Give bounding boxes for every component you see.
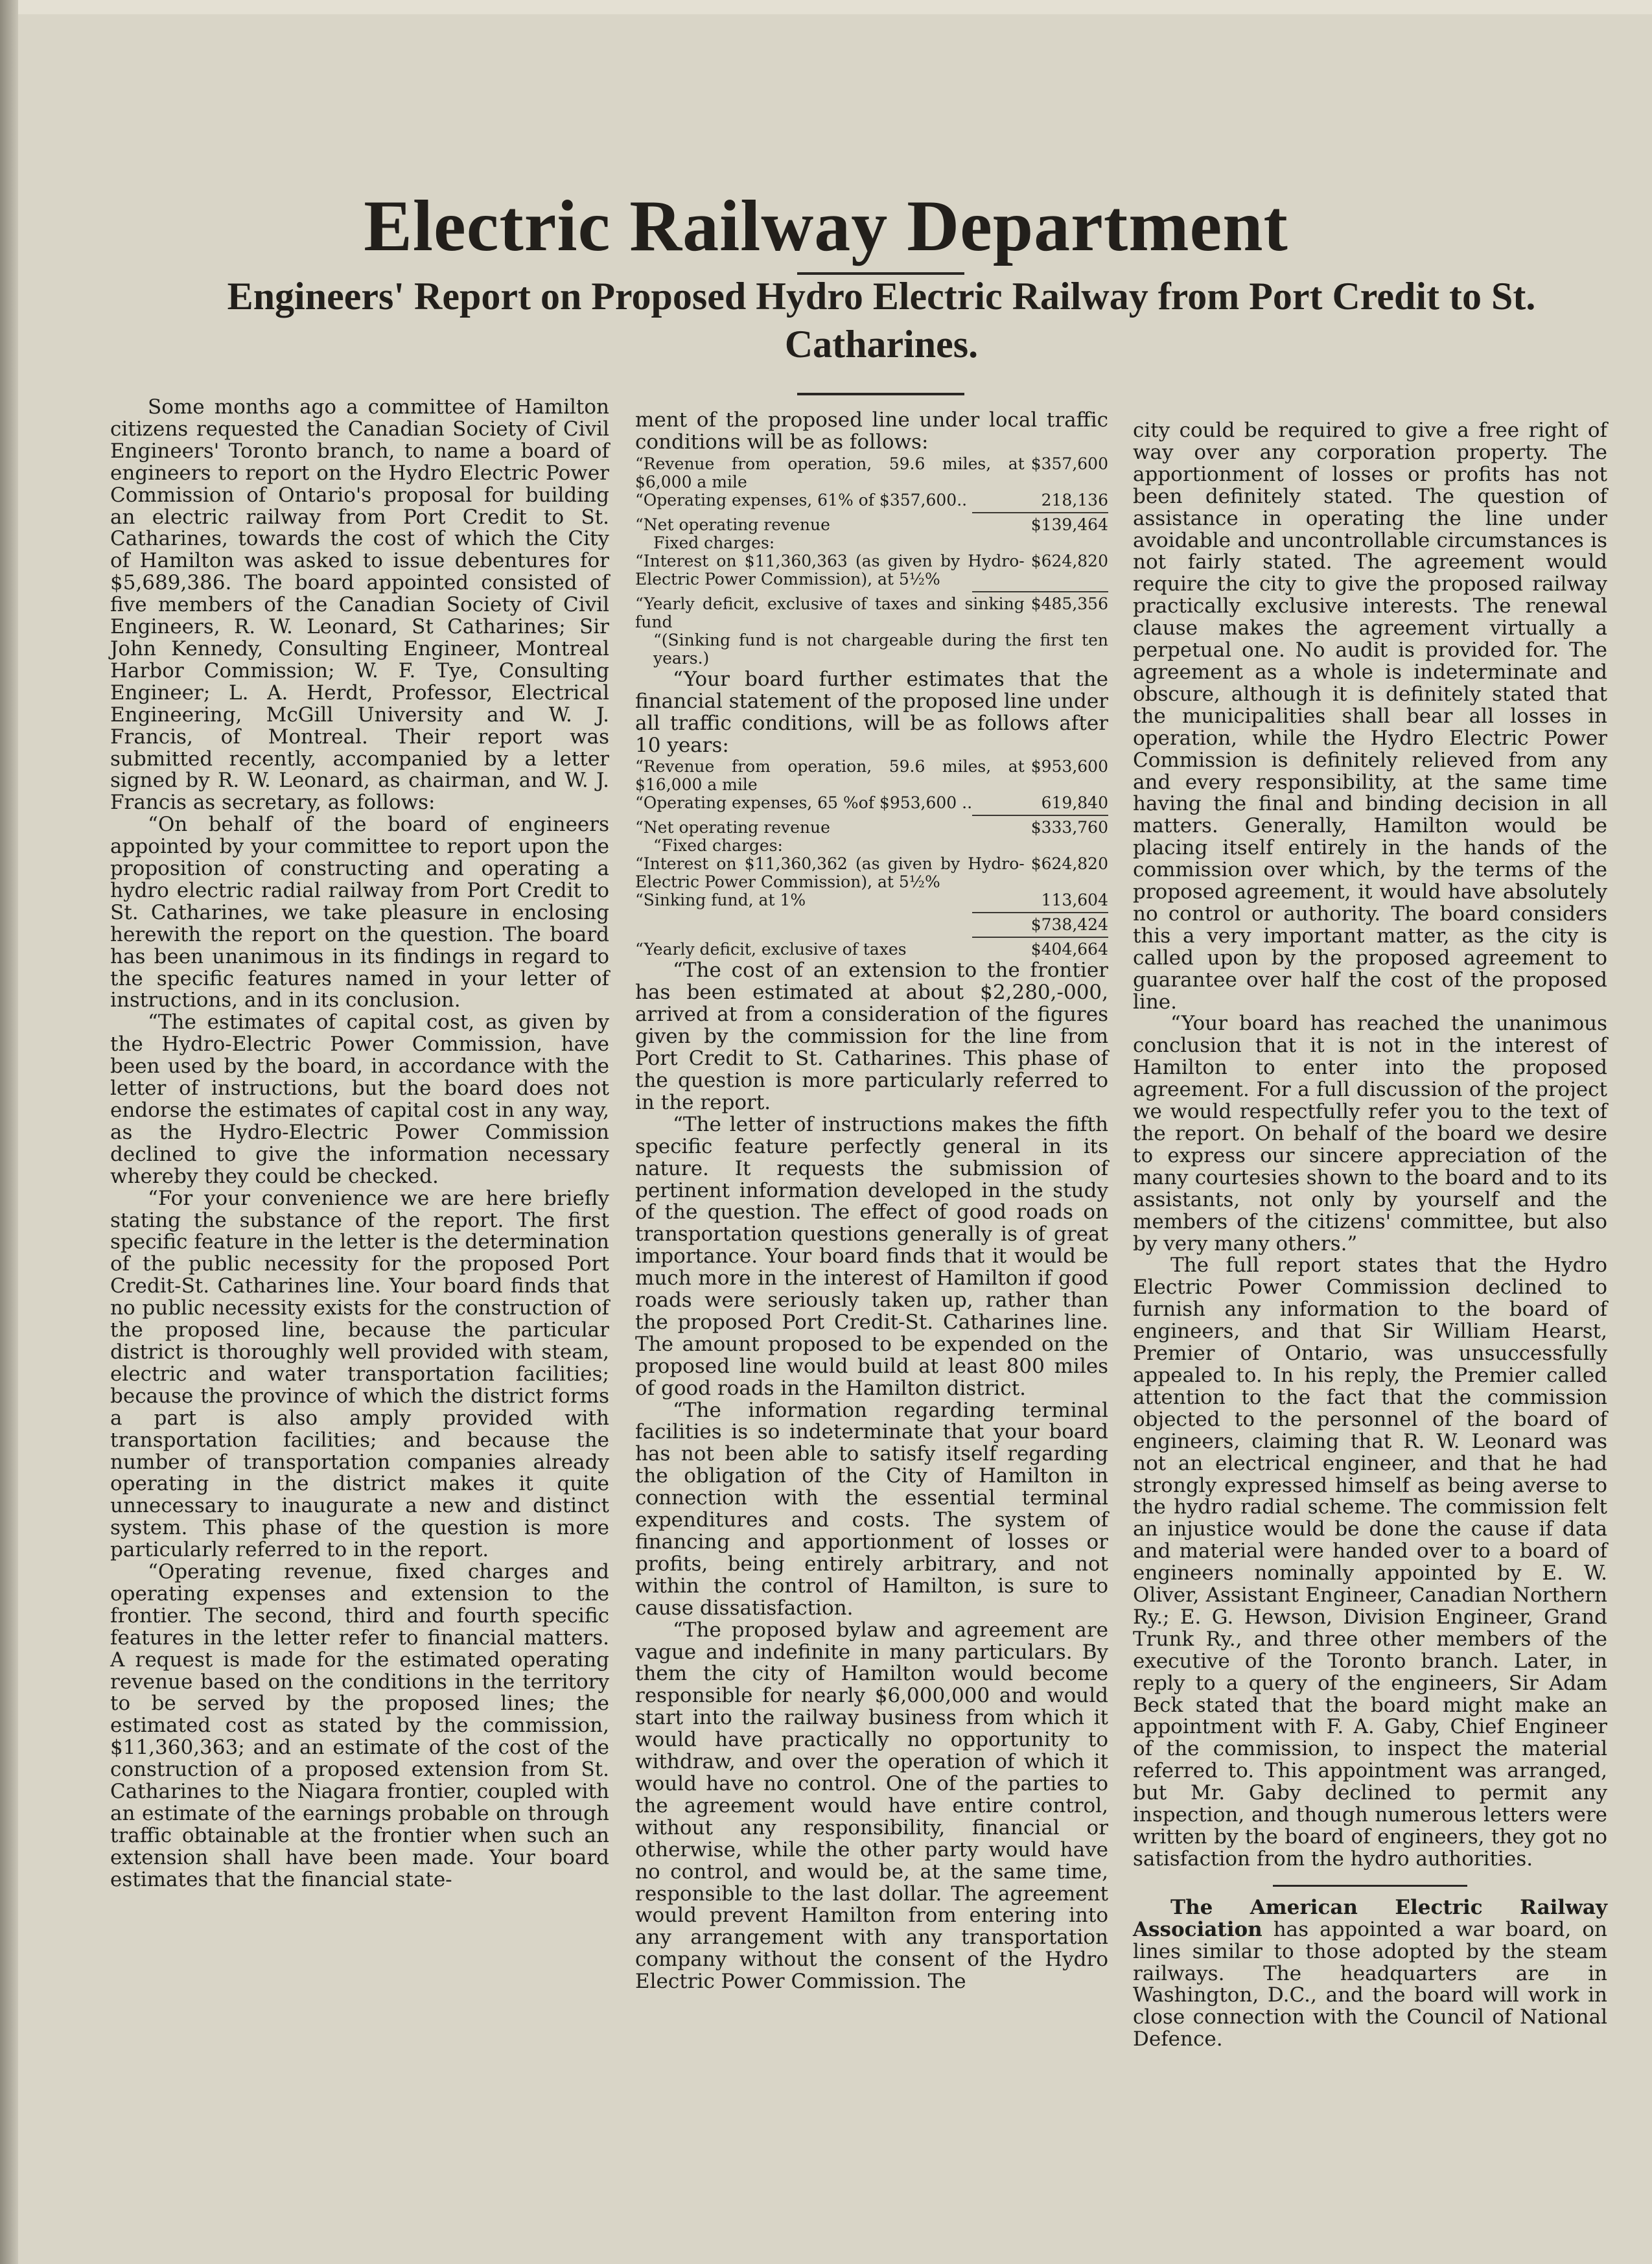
statement-value: $139,464 <box>1030 515 1108 534</box>
statement-heading: Fixed charges: <box>653 533 775 552</box>
total-rule <box>972 815 1108 816</box>
notice-rule <box>1273 1885 1467 1887</box>
statement-value: $485,356 <box>1030 594 1108 613</box>
statement-label: “Revenue from operation, 59.6 miles, at $6,000 a mile <box>635 454 1025 491</box>
statement-value: 619,840 <box>1041 793 1108 813</box>
page-edge <box>18 0 1652 14</box>
statement-value: $738,424 <box>1030 915 1108 935</box>
total-rule <box>972 912 1108 913</box>
statement-label: “Operating expenses, 65 %of $953,600 .. <box>635 793 973 813</box>
statement-value: 113,604 <box>1041 891 1108 910</box>
statement-label: “Yearly deficit, exclusive of taxes <box>635 940 907 959</box>
statement-row <box>635 455 1108 491</box>
financial-statement-local <box>635 455 1108 668</box>
statement-label: “Revenue from operation, 59.6 miles, at $16,000 a mile <box>635 757 1025 795</box>
paragraph: “For your convenience we are here briefly stating the substance of the report. The first specific feature in the letter is the determination of the public necessity for the proposed Port Credit-St. Catharines line. Your board finds that no public necessity exists for the construction of the proposed line, because the particular district is thoroughly well provided with steam, electric and water transportation facilities; because the province of which the district forms a part is also amply provided with transportation facilities; and because the number of transportation companies already operating in the district makes it quite unnecessary to inaugurate a new and distinct system. This phase of the question is more particularly referred to in the report. <box>110 1186 609 1562</box>
column-3 <box>1133 420 1607 2051</box>
page-gutter <box>0 0 18 2264</box>
statement-heading: “Fixed charges: <box>653 836 783 856</box>
statement-value: $404,664 <box>1030 940 1108 959</box>
statement-row <box>635 855 1108 891</box>
statement-row <box>635 940 1108 959</box>
statement-row <box>635 891 1108 909</box>
notice-paragraph <box>1133 1897 1607 2051</box>
column-1 <box>110 397 609 1891</box>
statement-value: $624,820 <box>1030 551 1108 570</box>
notice-text: has appointed a war board, on lines similar to those adopted by the steam railways. The headquarters are in Washington, D.C., and the board will work in close connection with the Council of National Defence. <box>1133 1917 1607 2051</box>
statement-row <box>635 819 1108 837</box>
title-rule <box>797 393 964 395</box>
paragraph: “Your board has reached the unanimous conclusion that it is not in the interest of Hamilton to enter into the proposed agreement. For a full discussion of the project we would respectfully refer you to the text of the report. On behalf of the board we desire to express our sincere appreciation of the many courtesies shown to the board and to its assistants, not only by yourself and the members of the citizens' committee, but also by very many others.” <box>1133 1012 1607 1255</box>
paragraph: ment of the proposed line under local traffic conditions will be as follows: <box>635 408 1108 454</box>
paragraph: “The estimates of capital cost, as given by the Hydro-Electric Power Commission, have been used by the board, in accordance with the letter of instructions, but the board does not endorse the estimates of capital cost in any way, as the Hydro-Electric Power Commission declined to give the information necessary whereby they could be checked. <box>110 1010 609 1188</box>
paragraph: “The proposed bylaw and agreement are vague and indefinite in many particulars. By them the city of Hamilton would become responsible for nearly $6,000,000 and would start into the railway business from which it would have practically no opportunity to withdraw, and over the operation of which it would have no control. One of the parties to the agreement would have entire control, without any responsibility, financial or otherwise, while the other party would have no control, and would be, at the same time, responsible to the last dollar. The agreement would prevent Hamilton from entering into any arrangement with any transportation company without the consent of the Hydro Electric Power Commission. The <box>635 1618 1108 1994</box>
paragraph: “The letter of instructions makes the fifth specific feature perfectly general in its nature. It requests the submission of pertinent information developed in the study of the question. The effect of good roads on transportation questions generally is of great importance. Your board finds that it would be much more in the interest of Hamilton if good roads were seriously taken up, rather than the proposed Port Credit-St. Catharines line. The amount proposed to be expended on the proposed line would build at least 800 miles of good roads in the Hamilton district. <box>635 1112 1108 1400</box>
department-heading: Electric Railway Department <box>364 186 1288 266</box>
financial-statement-ten-years <box>635 758 1108 959</box>
statement-label: “Net operating revenue <box>635 818 830 837</box>
statement-value: 218,136 <box>1041 490 1108 509</box>
statement-value: $953,600 <box>1030 757 1108 776</box>
notice-lead: The American Electric Railway Association <box>1133 1895 1607 1941</box>
total-rule <box>972 591 1108 592</box>
statement-value: $333,760 <box>1030 818 1108 837</box>
paragraph: The full report states that the Hydro Electric Power Commission declined to furnish any information to the board of engineers, and that Sir William Hearst, Premier of Ontario, was unsuccessfully appealed to. In his reply, the Premier called attention to the fact that the commission objected to the personnel of the board of engineers, claiming that R. W. Leonard was not an electrical engineer, and that he had strongly expressed himself as being averse to the hydro radial scheme. The commission felt an injustice would be done the cause if data and material were handed over to a board of engineers nominally appointed by E. W. Oliver, Assistant Engineer, Canadian Northern Ry.; E. G. Hewson, Division Engineer, Grand Trunk Ry., and three other members of the executive of the Toronto branch. Later, in reply to a query of the engineers, Sir Adam Beck stated that the board might make an appointment with F. A. Gaby, Chief Engineer of the commission, to inspect the material referred to. This appointment was arranged, but Mr. Gaby declined to permit any inspection, and though numerous letters were written by the board of engineers, they got no satisfaction from the hydro authorities. <box>1133 1254 1607 1871</box>
statement-value: $357,600 <box>1030 454 1108 473</box>
statement-label: “Interest on $11,360,362 (as given by Hydro-Electric Power Commission), at 5½% <box>635 854 1025 892</box>
article-title: Engineers' Report on Proposed Hydro Electric Railway from Port Credit to St. Catharines. <box>227 275 1536 366</box>
total-rule <box>972 937 1108 938</box>
paragraph: “The information regarding terminal facilities is so indeterminate that your board has not been able to satisfy itself regarding the obligation of the City of Hamilton in connection with the essential terminal expenditures and costs. The system of financing and apportionment of losses or profits, being entirely arbitrary, and not within the control of Hamilton, is sure to cause dissatisfaction. <box>635 1398 1108 1620</box>
paragraph: “The cost of an extension to the frontier has been estimated at about $2,280,-000, arrived at from a consideration of the figures given by the commission for the line from Port Credit to St. Catharines. This phase of the question is more particularly referred to in the report. <box>635 959 1108 1114</box>
statement-label: “Sinking fund, at 1% <box>635 891 806 910</box>
statement-row <box>635 794 1108 812</box>
statement-value: $624,820 <box>1030 854 1108 874</box>
statement-label: “Net operating revenue <box>635 515 830 534</box>
paragraph: “On behalf of the board of engineers appointed by your committee to report upon the proposition of constructing and operating a hydro electric radial railway from Port Credit to St. Catharines, we take pleasure in enclosing herewith the report on the question. The board has been unanimous in its findings in regard to the specific features named in your letter of instructions, and in its conclusion. <box>110 813 609 1012</box>
column-2 <box>635 410 1108 1993</box>
paragraph: “Your board further estimates that the financial statement of the proposed line under all traffic conditions, will be as follows after 10 years: <box>635 667 1108 757</box>
paragraph: “Operating revenue, fixed charges and operating expenses and extension to the frontier. The second, third and fourth specific features in the letter refer to financial matters. A request is made for the estimated operating revenue based on the conditions in the territory to be served by the proposed lines; the estimated cost as stated by the commission, $11,360,363; and an estimate of the cost of the construction of a proposed extension from St. Catharines to the Niagara frontier, coupled with an estimate of the earnings probable on through traffic obtainable at the frontier when such an extension shall have been made. Your board estimates that the financial state- <box>110 1560 609 1891</box>
statement-label: “Interest on $11,360,363 (as given by Hydro-Electric Power Commission), at 5½% <box>635 551 1025 589</box>
statement-row <box>635 595 1108 631</box>
statement-label: “Yearly deficit, exclusive of taxes and sinking fund <box>635 594 1025 631</box>
paragraph: city could be required to give a free right of way over any corporation property. The apportionment of losses or profits has not been definitely stated. The question of assistance in operating the line under avoidable and uncontrollable circumstances is not fairly stated. The agreement would require the city to give the proposed railway practically exclusive interests. The renewal clause makes the agreement virtually a perpetual one. No audit is provided for. The agreement as a whole is indeterminate and obscure, although it is definitely stated that the municipalities shall bear all losses in operation, while the Hydro Electric Power Commission is definitely relieved from any and every responsibility, at the same time having the final and binding decision in all matters. Generally, Hamilton would be placing itself entirely in the hands of the commission over which, by the terms of the proposed agreement, it would have absolutely no control or authority. The board considers this a very important matter, as the city is called upon by the proposed agreement to guarantee over half the cost of the proposed line. <box>1133 419 1607 1014</box>
statement-row <box>635 916 1108 934</box>
statement-row <box>635 552 1108 589</box>
statement-note: “(Sinking fund is not chargeable during the first ten years.) <box>653 630 1108 668</box>
total-rule <box>972 512 1108 513</box>
statement-row <box>635 491 1108 509</box>
statement-label: “Operating expenses, 61% of $357,600.. <box>635 490 968 509</box>
statement-row <box>635 516 1108 534</box>
paragraph: Some months ago a committee of Hamilton citizens requested the Canadian Society of Civil Engineers' Toronto branch, to name a board of engineers to report on the Hydro Electric Power Commission of Ontario's proposal for building an electric railway from Port Credit to St. Catharines, towards the cost of which the City of Hamilton was asked to issue debentures for $5,689,386. The board appointed consisted of five members of the Canadian Society of Civil Engineers, R. W. Leonard, St Catharines; Sir John Kennedy, Consulting Engineer, Montreal Harbor Commission; W. F. Tye, Consulting Engineer; L. A. Herdt, Professor, Electrical Engineering, McGill University and W. J. Francis, of Montreal. Their report was submitted recently, accompanied by a letter signed by R. W. Leonard, as chairman, and W. J. Francis as secretary, as follows: <box>110 395 609 815</box>
statement-row <box>635 758 1108 794</box>
